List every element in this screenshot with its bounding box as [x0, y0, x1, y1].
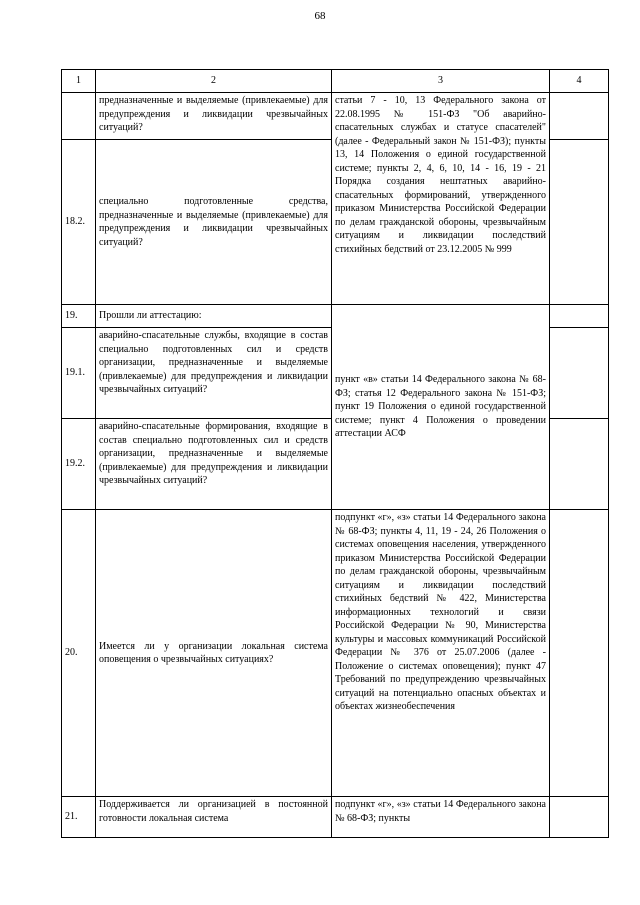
table-row	[62, 93, 609, 140]
header-col-4: 4	[550, 70, 609, 93]
question-cell: предназначенные и выделяемые (привлекаемые) для предупреждения и ликвидации чрезвычайных ситуаций?	[96, 93, 332, 140]
table-row	[62, 510, 609, 797]
row-number: 19.1.	[62, 328, 96, 419]
legal-basis-cell: подпункт «г», «з» статьи 14 Федерального закона № 68-ФЗ; пункты	[332, 797, 550, 838]
note-cell	[550, 328, 609, 419]
note-cell	[550, 419, 609, 510]
note-cell	[550, 797, 609, 838]
header-col-2: 2	[96, 70, 332, 93]
row-number	[62, 93, 96, 140]
row-number: 19.	[62, 305, 96, 328]
legal-basis-cell: пункт «в» статьи 14 Федерального закона № 68-ФЗ; статья 12 Федерального закона № 151-ФЗ; пункт 19 Положения о единой государственной системе; пункт 4 Положения о проведении аттестации АСФ	[332, 305, 550, 510]
legal-basis-cell: статьи 7 - 10, 13 Федерального закона от 22.08.1995 № 151-ФЗ "Об аварийно-спасательных службах и статусе спасателей" (далее - Федеральный закон № 151-ФЗ); пункты 13, 14 Положения о единой государственной системе; пункты 2, 4, 6, 10, 14 - 16, 19 - 21 Порядка создания нештатных аварийно-спасательных формирований, утвержденного приказом Министерства Российской Федерации по делам гражданской обороны, чрезвычайным ситуациям и ликвидации последствий стихийных бедствий от 23.12.2005 № 999	[332, 93, 550, 305]
table-header-row	[62, 70, 609, 93]
requirements-table	[61, 69, 609, 838]
note-cell	[550, 93, 609, 140]
note-cell	[550, 510, 609, 797]
question-cell: Поддерживается ли организацией в постоянной готовности локальная система	[96, 797, 332, 838]
question-cell: Имеется ли у организации локальная система оповещения о чрезвычайных ситуациях?	[96, 510, 332, 797]
row-number: 18.2.	[62, 140, 96, 305]
row-number: 20.	[62, 510, 96, 797]
question-cell: специально подготовленные средства, предназначенные и выделяемые (привлекаемые) для предупреждения и ликвидации чрезвычайных ситуаций?	[96, 140, 332, 305]
note-cell	[550, 140, 609, 305]
question-cell: аварийно-спасательные службы, входящие в состав специально подготовленных сил и средств организации, предназначенные и выделяемые (привлекаемые) для предупреждения и ликвидации чрезвычайных ситуаций?	[96, 328, 332, 419]
page-number: 68	[314, 10, 326, 22]
row-number: 21.	[62, 797, 96, 838]
note-cell	[550, 305, 609, 328]
question-cell: аварийно-спасательные формирования, входящие в состав специально подготовленных сил и средств организации, предназначенные и выделяемые (привлекаемые) для предупреждения и ликвидации чрезвычайных ситуаций?	[96, 419, 332, 510]
table-row	[62, 305, 609, 328]
table-row	[62, 797, 609, 838]
row-number: 19.2.	[62, 419, 96, 510]
header-col-1: 1	[62, 70, 96, 93]
header-col-3: 3	[332, 70, 550, 93]
legal-basis-cell: подпункт «г», «з» статьи 14 Федерального закона № 68-ФЗ; пункты 4, 11, 19 - 24, 26 Положения о системах оповещения населения, утвержденного приказом Министерства Российской Федерации по делам гражданской обороны, чрезвычайным ситуациям и ликвидации последствий стихийных бедствий № 422, Министерства информационных технологий и связи Российской Федерации № 90, Министерства культуры и массовых коммуникаций Российской Федерации № 376 от 25.07.2006 (далее - Положение о системах оповещения); пункт 47 Требований по предупреждению чрезвычайных ситуаций на потенциально опасных объектах и объектах жизнеобеспечения	[332, 510, 550, 797]
question-cell: Прошли ли аттестацию:	[96, 305, 332, 328]
